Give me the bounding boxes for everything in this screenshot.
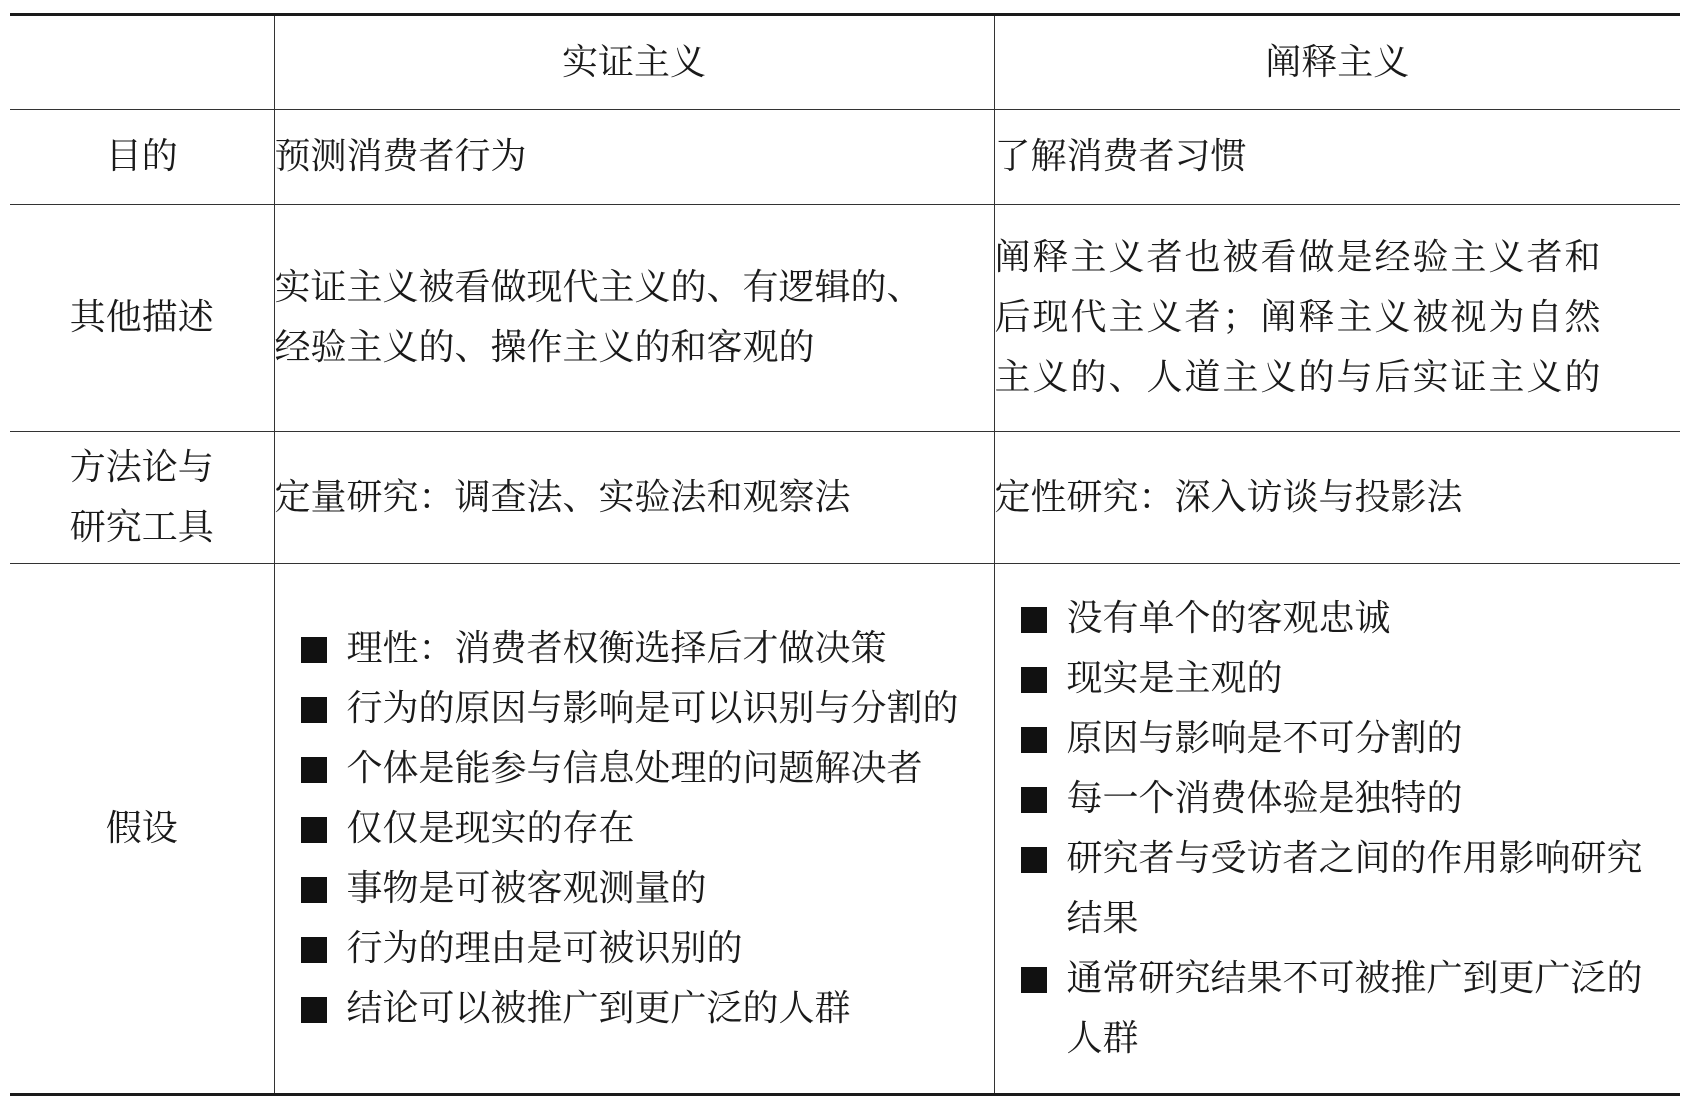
row-label-methodology-line: 研究工具 — [69, 506, 214, 548]
list-item — [297, 859, 984, 919]
description-interpretivism-cell — [994, 205, 1680, 432]
list-item-text: 理性：消费者权衡选择后才做决策 — [346, 627, 887, 669]
square-bullet-icon — [1021, 727, 1047, 753]
list-item-text: 每一个消费体验是独特的 — [1066, 777, 1463, 819]
list-item-text: 通常研究结果不可被推广到更广泛的人群 — [1066, 957, 1643, 1059]
assumptions-positivism-list — [275, 619, 994, 1039]
square-bullet-icon — [1021, 787, 1047, 813]
square-bullet-icon — [301, 937, 327, 963]
list-item — [297, 739, 984, 799]
list-item — [1017, 709, 1671, 769]
square-bullet-icon — [301, 997, 327, 1023]
row-label-methodology — [10, 432, 274, 564]
list-item-text: 原因与影响是不可分割的 — [1066, 717, 1463, 759]
table-row-purpose — [10, 110, 1680, 205]
list-item-text: 仅仅是现实的存在 — [346, 807, 635, 849]
purpose-positivism-cell: 预测消费者行为 — [274, 110, 994, 205]
description-interpretivism-line: 主义的、人道主义的与后实证主义的 — [994, 357, 1603, 398]
description-positivism-line: 经验主义的、操作主义的和客观的 — [274, 327, 815, 368]
table-row-description — [10, 205, 1680, 432]
row-label-description: 其他描述 — [10, 205, 274, 432]
list-item — [297, 799, 984, 859]
description-positivism-cell — [274, 205, 994, 432]
table-row-methodology — [10, 432, 1680, 564]
square-bullet-icon — [1021, 967, 1047, 993]
assumptions-interpretivism-list — [995, 589, 1681, 1069]
methodology-interpretivism-cell: 定性研究：深入访谈与投影法 — [994, 432, 1680, 564]
header-positivism: 实证主义 — [274, 15, 994, 110]
list-item-text: 结论可以被推广到更广泛的人群 — [346, 987, 851, 1029]
assumptions-interpretivism-cell — [994, 564, 1680, 1095]
list-item — [297, 679, 984, 739]
list-item-text: 事物是可被客观测量的 — [346, 867, 707, 909]
comparison-table — [10, 13, 1680, 1096]
square-bullet-icon — [1021, 607, 1047, 633]
list-item — [1017, 949, 1671, 1069]
description-positivism-line: 实证主义被看做现代主义的、有逻辑的、 — [274, 267, 923, 308]
list-item-text: 个体是能参与信息处理的问题解决者 — [346, 747, 923, 789]
list-item — [1017, 769, 1671, 829]
header-empty-cell — [10, 15, 274, 110]
list-item-text: 研究者与受访者之间的作用影响研究结果 — [1066, 837, 1643, 939]
list-item — [297, 979, 984, 1039]
list-item — [1017, 589, 1671, 649]
square-bullet-icon — [1021, 667, 1047, 693]
square-bullet-icon — [301, 817, 327, 843]
table-header-row — [10, 15, 1680, 110]
list-item — [1017, 829, 1671, 949]
square-bullet-icon — [301, 757, 327, 783]
table-row-assumptions — [10, 564, 1680, 1095]
methodology-positivism-cell: 定量研究：调查法、实验法和观察法 — [274, 432, 994, 564]
square-bullet-icon — [1021, 847, 1047, 873]
purpose-interpretivism-cell: 了解消费者习惯 — [994, 110, 1680, 205]
list-item-text: 没有单个的客观忠诚 — [1066, 597, 1391, 639]
square-bullet-icon — [301, 697, 327, 723]
header-interpretivism: 阐释主义 — [994, 15, 1680, 110]
description-interpretivism-line: 阐释主义者也被看做是经验主义者和 — [994, 237, 1603, 278]
row-label-methodology-line: 方法论与 — [69, 446, 214, 488]
list-item — [297, 619, 984, 679]
list-item-text: 行为的原因与影响是可以识别与分割的 — [346, 687, 959, 729]
list-item-text: 现实是主观的 — [1066, 657, 1283, 699]
row-label-purpose: 目的 — [10, 110, 274, 205]
assumptions-positivism-cell — [274, 564, 994, 1095]
square-bullet-icon — [301, 877, 327, 903]
row-label-assumptions: 假设 — [10, 564, 274, 1095]
list-item — [297, 919, 984, 979]
description-interpretivism-line: 后现代主义者；阐释主义被视为自然 — [994, 297, 1603, 338]
list-item — [1017, 649, 1671, 709]
square-bullet-icon — [301, 637, 327, 663]
list-item-text: 行为的理由是可被识别的 — [346, 927, 743, 969]
